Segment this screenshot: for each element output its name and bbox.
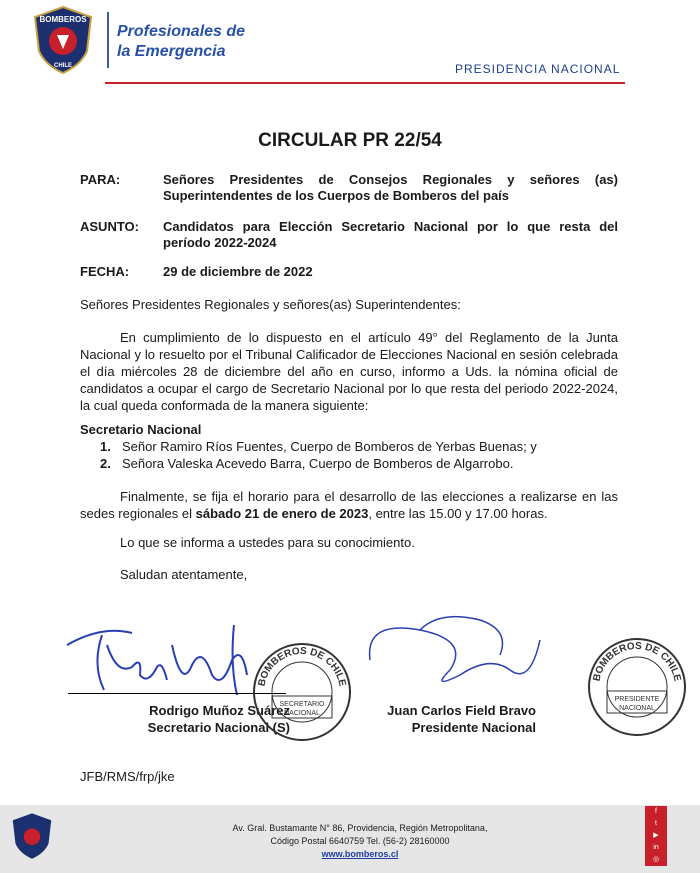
closing-2: Saludan atentamente,: [120, 567, 248, 582]
signature-right: [360, 600, 550, 700]
website-link[interactable]: www.bomberos.cl: [321, 849, 399, 859]
twitter-icon[interactable]: t: [655, 820, 657, 827]
para-label: PARA:: [80, 172, 121, 187]
stamp-secretario: [250, 640, 354, 744]
footer-logo: [10, 808, 54, 864]
circular-title: CIRCULAR PR 22/54: [258, 130, 442, 151]
svg-text:CHILE: CHILE: [54, 63, 72, 69]
svg-text:BOMBEROS DE CHILE: BOMBEROS DE CHILE: [591, 640, 683, 683]
fecha-value: 29 de diciembre de 2022: [163, 264, 313, 279]
section-heading: Secretario Nacional: [80, 422, 202, 437]
svg-text:PRESIDENTE: PRESIDENTE: [614, 696, 660, 703]
header-divider: [107, 12, 109, 68]
svg-text:NACIONAL: NACIONAL: [619, 705, 655, 712]
linkedin-icon[interactable]: in: [653, 844, 659, 851]
svg-text:BOMBEROS DE CHILE: BOMBEROS DE CHILE: [256, 645, 348, 688]
facebook-icon[interactable]: f: [655, 808, 657, 815]
header-rule: [105, 82, 625, 84]
asunto-label: ASUNTO:: [80, 219, 139, 234]
greeting: Señores Presidentes Regionales y señores(as) Superintendentes:: [80, 297, 461, 312]
initials: JFB/RMS/frp/jke: [80, 769, 175, 784]
svg-text:SECRETARIO: SECRETARIO: [279, 701, 325, 708]
paragraph-1: En cumplimiento de lo dispuesto en el artículo 49° del Reglamento de la Junta Nacional y lo resuelto por el Tribunal Calificador de Elecciones Nacional en sesión celebrada el día miércoles 28 de diciembre del año en curso, informo a Uds. la nómina oficial de candidatos a ocupar el cargo de Secretario Nacional por lo que resta del periodo 2022-2024, la cual queda conformada de la manera siguiente:: [80, 330, 618, 413]
paragraph-2: Finalmente, se fija el horario para el desarrollo de las elecciones a realizarse en las sedes regionales el sábado 21 de enero de 2023, entre las 15.00 y 17.00 horas.: [80, 489, 618, 521]
svg-text:NACIONAL: NACIONAL: [284, 710, 320, 717]
instagram-icon[interactable]: ◎: [652, 856, 660, 863]
closing-1: Lo que se informa a ustedes para su conocimiento.: [120, 535, 415, 550]
tagline: Profesionales de la Emergencia: [117, 23, 246, 60]
footer-address: Av. Gral. Bustamante N° 86, Providencia, Región Metropolitana, Código Postal 6640759 Tel. (56-2) 28160000 www.bomberos.cl: [232, 823, 488, 859]
asunto-value: Candidatos para Elección Secretario Nacional por lo que resta del período 2022-2024: [163, 219, 618, 250]
left-signatory: Rodrigo Muñoz Suárez Secretario Nacional (S): [147, 703, 290, 735]
svg-text:BOMBEROS: BOMBEROS: [39, 15, 87, 24]
list-item: 2. Señora Valeska Acevedo Barra, Cuerpo de Bomberos de Algarrobo.: [100, 456, 514, 471]
para-value: Señores Presidentes de Consejos Regionales y señores (as) Superintendentes de los Cuerpos de Bomberos del país: [163, 172, 618, 203]
stamp-presidente: [585, 635, 689, 739]
right-signatory: Juan Carlos Field Bravo Presidente Nacional: [387, 703, 536, 735]
bomberos-logo: [31, 5, 95, 75]
fecha-label: FECHA:: [80, 264, 130, 279]
presidencia-label: PRESIDENCIA NACIONAL: [455, 62, 621, 76]
list-item: 1. Señor Ramiro Ríos Fuentes, Cuerpo de Bomberos de Yerbas Buenas; y: [100, 439, 537, 454]
social-bar: [645, 806, 667, 866]
candidate-list: [100, 438, 537, 472]
youtube-icon[interactable]: ▶: [653, 832, 659, 839]
